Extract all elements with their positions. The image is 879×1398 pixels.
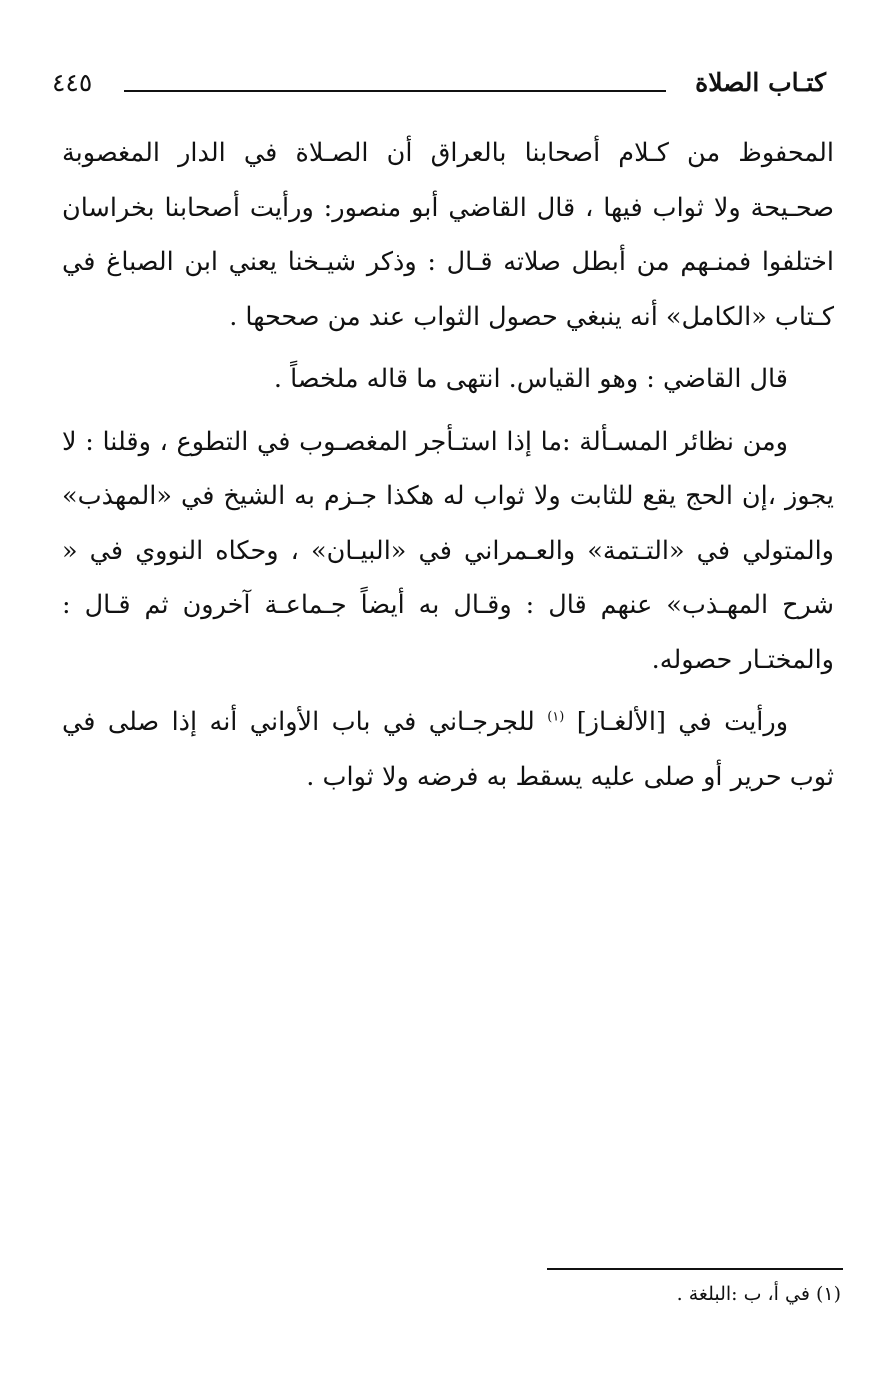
main-text — [62, 126, 834, 804]
paragraph-2: قال القاضي : وهو القياس. انتهى ما قاله ملخصاً . — [273, 364, 788, 394]
running-header — [52, 68, 826, 108]
paragraph-4 — [62, 695, 834, 804]
footnote-reference[interactable]: (١) — [547, 709, 565, 725]
page-number: ٤٤٥ — [52, 68, 93, 97]
paragraph-4-end: للجرجـاني في باب الأواني أنه إذا صلى في ثوب حرير أو صلى عليه يسقط به فرضه ولا ثواب . — [62, 707, 834, 792]
paragraph-1: المحفوظ من كـلام أصحابنا بالعراق أن الصـلاة في الدار المغصوبة صحـيحة ولا ثواب فيها ، قال القاضي أبو منصور: ورأيت أصحابنا بخراسان اختلفوا فمنـهم من أبطل صلاته قـال : وذكر شيـخنا يعني ابن الصباغ في كـتاب «الكامل» أنه ينبغي حصول الثواب عند من صححها . — [62, 138, 834, 332]
footnote-divider — [547, 1268, 843, 1270]
header-rule — [124, 90, 666, 92]
paragraph-3: ومن نظائر المسـألة :ما إذا استـأجر المغصـوب في التطوع ، وقلنا : لا يجوز ،إن الحج يقع للثابت ولا ثواب له هكذا جـزم به الشيخ في «المهذب» والمتولي في «التـتمة» والعـمراني في «البيـان» ، وحكاه النووي في « شرح المهـذب» عنهم قال : وقـال به أيضاً جـماعـة آخرون ثم قـال : والمختـار حصوله. — [62, 426, 834, 675]
paragraph-4-start: ورأيت في [الألغـاز] — [576, 707, 789, 737]
footnote-1: (١) في أ، ب :البلغة . — [676, 1283, 841, 1305]
chapter-title: كتـاب الصلاة — [695, 68, 826, 97]
